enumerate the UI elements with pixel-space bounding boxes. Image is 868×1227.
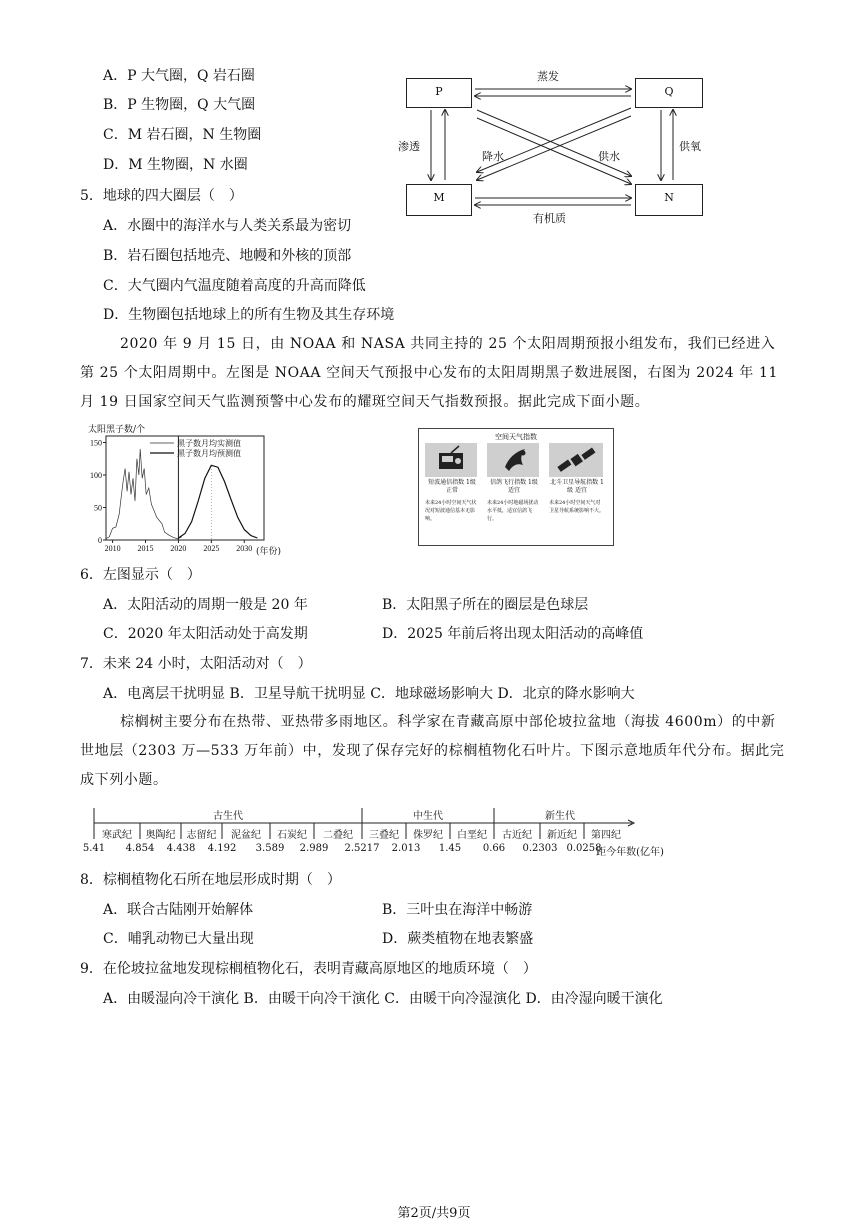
forecast-item-title: 信鸽飞行指数 1级 适宜 bbox=[490, 479, 538, 494]
page-number: 第2页/共9页 bbox=[397, 1206, 471, 1221]
q4-option-b: B．P 生物圈，Q 大气圈 bbox=[103, 97, 256, 113]
label-evaporation: 蒸发 bbox=[537, 70, 559, 83]
age-label: 4.192 bbox=[207, 843, 237, 854]
passage-palm-text: 棕榈树主要分布在热带、亚热带多雨地区。科学家在青藏高原中部伦坡拉盆地（海拔 4600m）的中新世地层（2303 万—533 万年前）中，发现了保存完好的棕榈植物化石叶片。下图示意地质年代分布。据此完成下列小题。 bbox=[80, 714, 785, 788]
q9-options: A．由暖湿向冷干演化 B．由暖干向冷干演化 C．由暖干向冷湿演化 D．由冷湿向暖干演化 bbox=[103, 991, 663, 1007]
period-cambrian: 寒武纪 bbox=[102, 830, 132, 841]
x-tick-label: 2020 bbox=[170, 544, 187, 553]
age-label: 2.013 bbox=[391, 843, 421, 854]
x-tick-label: 2030 bbox=[236, 544, 253, 553]
legend-label: 黑子数月均预测值 bbox=[177, 449, 241, 458]
period-neogene: 新近纪 bbox=[547, 830, 577, 841]
forecast-item-desc: 未来24小时地磁场扰动水平低，适宜信鸽飞行。 bbox=[487, 500, 539, 522]
period-quaternary: 第四纪 bbox=[591, 830, 621, 841]
y-tick-label: 50 bbox=[94, 503, 102, 513]
period-carboniferous: 石炭纪 bbox=[277, 830, 307, 841]
series-line bbox=[178, 465, 257, 538]
forecast-item-desc: 未来24小时空间天气对卫星导航系统影响不大。 bbox=[549, 500, 605, 514]
x-tick-label: 2025 bbox=[203, 544, 220, 553]
q8-option-a: A．联合古陆刚开始解体 bbox=[103, 902, 254, 918]
q5-option-d: D．生物圈包括地球上的所有生物及其生存环境 bbox=[103, 307, 395, 323]
q6-option-d: D．2025 年前后将出现太阳活动的高峰值 bbox=[382, 626, 644, 642]
forecast-item-pigeon bbox=[487, 443, 541, 543]
q5-option-a: A．水圈中的海洋水与人类关系最为密切 bbox=[103, 218, 352, 234]
q6-option-c: C．2020 年太阳活动处于高发期 bbox=[103, 626, 308, 642]
era-paleozoic: 古生代 bbox=[213, 811, 243, 822]
passage-solar-text: 2020 年 9 月 15 日，由 NOAA 和 NASA 共同主持的 25 个太阳周期预报小组发布，我们已经进入第 25 个太阳周期中。左图是 NOAA 空间天气预报中心发布的太阳周期黑子数进展图，右图为 2024 年 11 月 19 日国家空间天气监测预警中心发布的耀斑空间天气指数预报。据此完成下面小题。 bbox=[80, 336, 778, 410]
timeline-axis-label: 距今年数(亿年) bbox=[596, 847, 664, 858]
label-oxygen-supply: 供氧 bbox=[679, 140, 701, 153]
age-label: 0.0258 bbox=[566, 843, 602, 854]
q5-stem: 5．地球的四大圈层（ ） bbox=[80, 188, 243, 204]
q8-option-d: D．蕨类植物在地表繁盛 bbox=[382, 931, 534, 947]
x-tick-label: 2015 bbox=[137, 544, 154, 553]
sunspot-chart-svg bbox=[88, 424, 288, 560]
age-label: 2.5217 bbox=[344, 843, 380, 854]
q6-option-b: B．太阳黑子所在的圈层是色球层 bbox=[382, 597, 589, 613]
q8-option-b: B．三叶虫在海洋中畅游 bbox=[382, 902, 533, 918]
y-tick-label: 0 bbox=[98, 536, 102, 545]
age-label: 1.45 bbox=[438, 843, 462, 854]
radio-icon bbox=[425, 443, 477, 477]
chart-ylabel: 太阳黑子数/个 bbox=[88, 425, 146, 435]
label-infiltration: 渗透 bbox=[398, 140, 420, 153]
node-n: N bbox=[635, 184, 703, 216]
forecast-panel-title: 空间天气指数 bbox=[495, 433, 537, 441]
q5-option-b: B．岩石圈包括地壳、地幔和外核的顶部 bbox=[103, 248, 352, 264]
age-label: 4.438 bbox=[166, 843, 196, 854]
q8-stem: 8．棕榈植物化石所在地层形成时期（ ） bbox=[80, 872, 341, 888]
age-label: 0.66 bbox=[482, 843, 506, 854]
y-tick-label: 100 bbox=[90, 471, 102, 480]
q7-options: A．电离层干扰明显 B．卫星导航干扰明显 C．地球磁场影响大 D．北京的降水影响大 bbox=[103, 686, 635, 702]
sunspot-chart bbox=[88, 424, 288, 560]
q7-stem: 7．未来 24 小时，太阳活动对（ ） bbox=[80, 656, 312, 672]
satellite-icon bbox=[549, 443, 603, 477]
passage-solar-cycle bbox=[80, 330, 788, 417]
period-paleogene: 古近纪 bbox=[502, 830, 532, 841]
sphere-cycle-diagram bbox=[395, 60, 715, 230]
forecast-item-satellite bbox=[549, 443, 605, 543]
period-devonian: 泥盆纪 bbox=[231, 830, 261, 841]
forecast-panel bbox=[418, 428, 614, 546]
age-label: 5.41 bbox=[82, 843, 106, 854]
q6-option-a: A．太阳活动的周期一般是 20 年 bbox=[103, 597, 308, 613]
period-jurassic: 侏罗纪 bbox=[413, 830, 443, 841]
period-silurian: 志留纪 bbox=[186, 830, 217, 841]
x-tick-label: 2010 bbox=[104, 544, 121, 553]
chart-xlabel: (年份) bbox=[256, 547, 282, 557]
forecast-item-title: 北斗卫星导航指数 1级 适宜 bbox=[550, 479, 604, 494]
q5-option-c: C．大气圈内气温度随着高度的升高而降低 bbox=[103, 278, 366, 294]
node-m: M bbox=[406, 184, 472, 216]
label-precipitation: 降水 bbox=[482, 150, 504, 163]
age-label: 0.2303 bbox=[522, 843, 558, 854]
q4-option-d: D．M 生物圈，N 水圈 bbox=[103, 157, 248, 173]
geologic-timeline bbox=[82, 806, 664, 858]
series-line bbox=[106, 449, 182, 539]
pigeon-icon bbox=[487, 443, 539, 477]
forecast-item-shortwave bbox=[425, 443, 479, 543]
period-triassic: 三叠纪 bbox=[369, 830, 399, 841]
cycle-arrows bbox=[395, 60, 715, 230]
period-ordovician: 奥陶纪 bbox=[145, 830, 176, 841]
age-label: 3.589 bbox=[255, 843, 285, 854]
q6-stem: 6．左图显示（ ） bbox=[80, 567, 201, 583]
era-mesozoic: 中生代 bbox=[413, 811, 443, 822]
legend-label: 黑子数月均实测值 bbox=[177, 439, 241, 448]
q8-option-c: C．哺乳动物已大量出现 bbox=[103, 931, 254, 947]
era-cenozoic: 新生代 bbox=[545, 811, 575, 822]
passage-palm-fossil bbox=[80, 708, 788, 795]
label-water-supply: 供水 bbox=[598, 150, 620, 163]
forecast-item-desc: 未来24小时空间天气状况对短波通信基本无影响。 bbox=[425, 500, 477, 522]
node-p: P bbox=[406, 78, 472, 108]
forecast-item-title: 短波通信指数 1级 正常 bbox=[428, 479, 476, 494]
age-label: 2.989 bbox=[299, 843, 329, 854]
q4-option-c: C．M 岩石圈，N 生物圈 bbox=[103, 127, 262, 143]
y-tick-label: 150 bbox=[90, 438, 102, 448]
period-cretaceous: 白垩纪 bbox=[457, 830, 487, 841]
q4-option-a: A．P 大气圈，Q 岩石圈 bbox=[103, 68, 255, 84]
label-organic-matter: 有机质 bbox=[533, 212, 566, 225]
age-label: 4.854 bbox=[125, 843, 155, 854]
q9-stem: 9．在伦坡拉盆地发现棕榈植物化石，表明青藏高原地区的地质环境（ ） bbox=[80, 961, 537, 977]
node-q: Q bbox=[635, 78, 703, 108]
period-permian: 二叠纪 bbox=[323, 830, 353, 841]
